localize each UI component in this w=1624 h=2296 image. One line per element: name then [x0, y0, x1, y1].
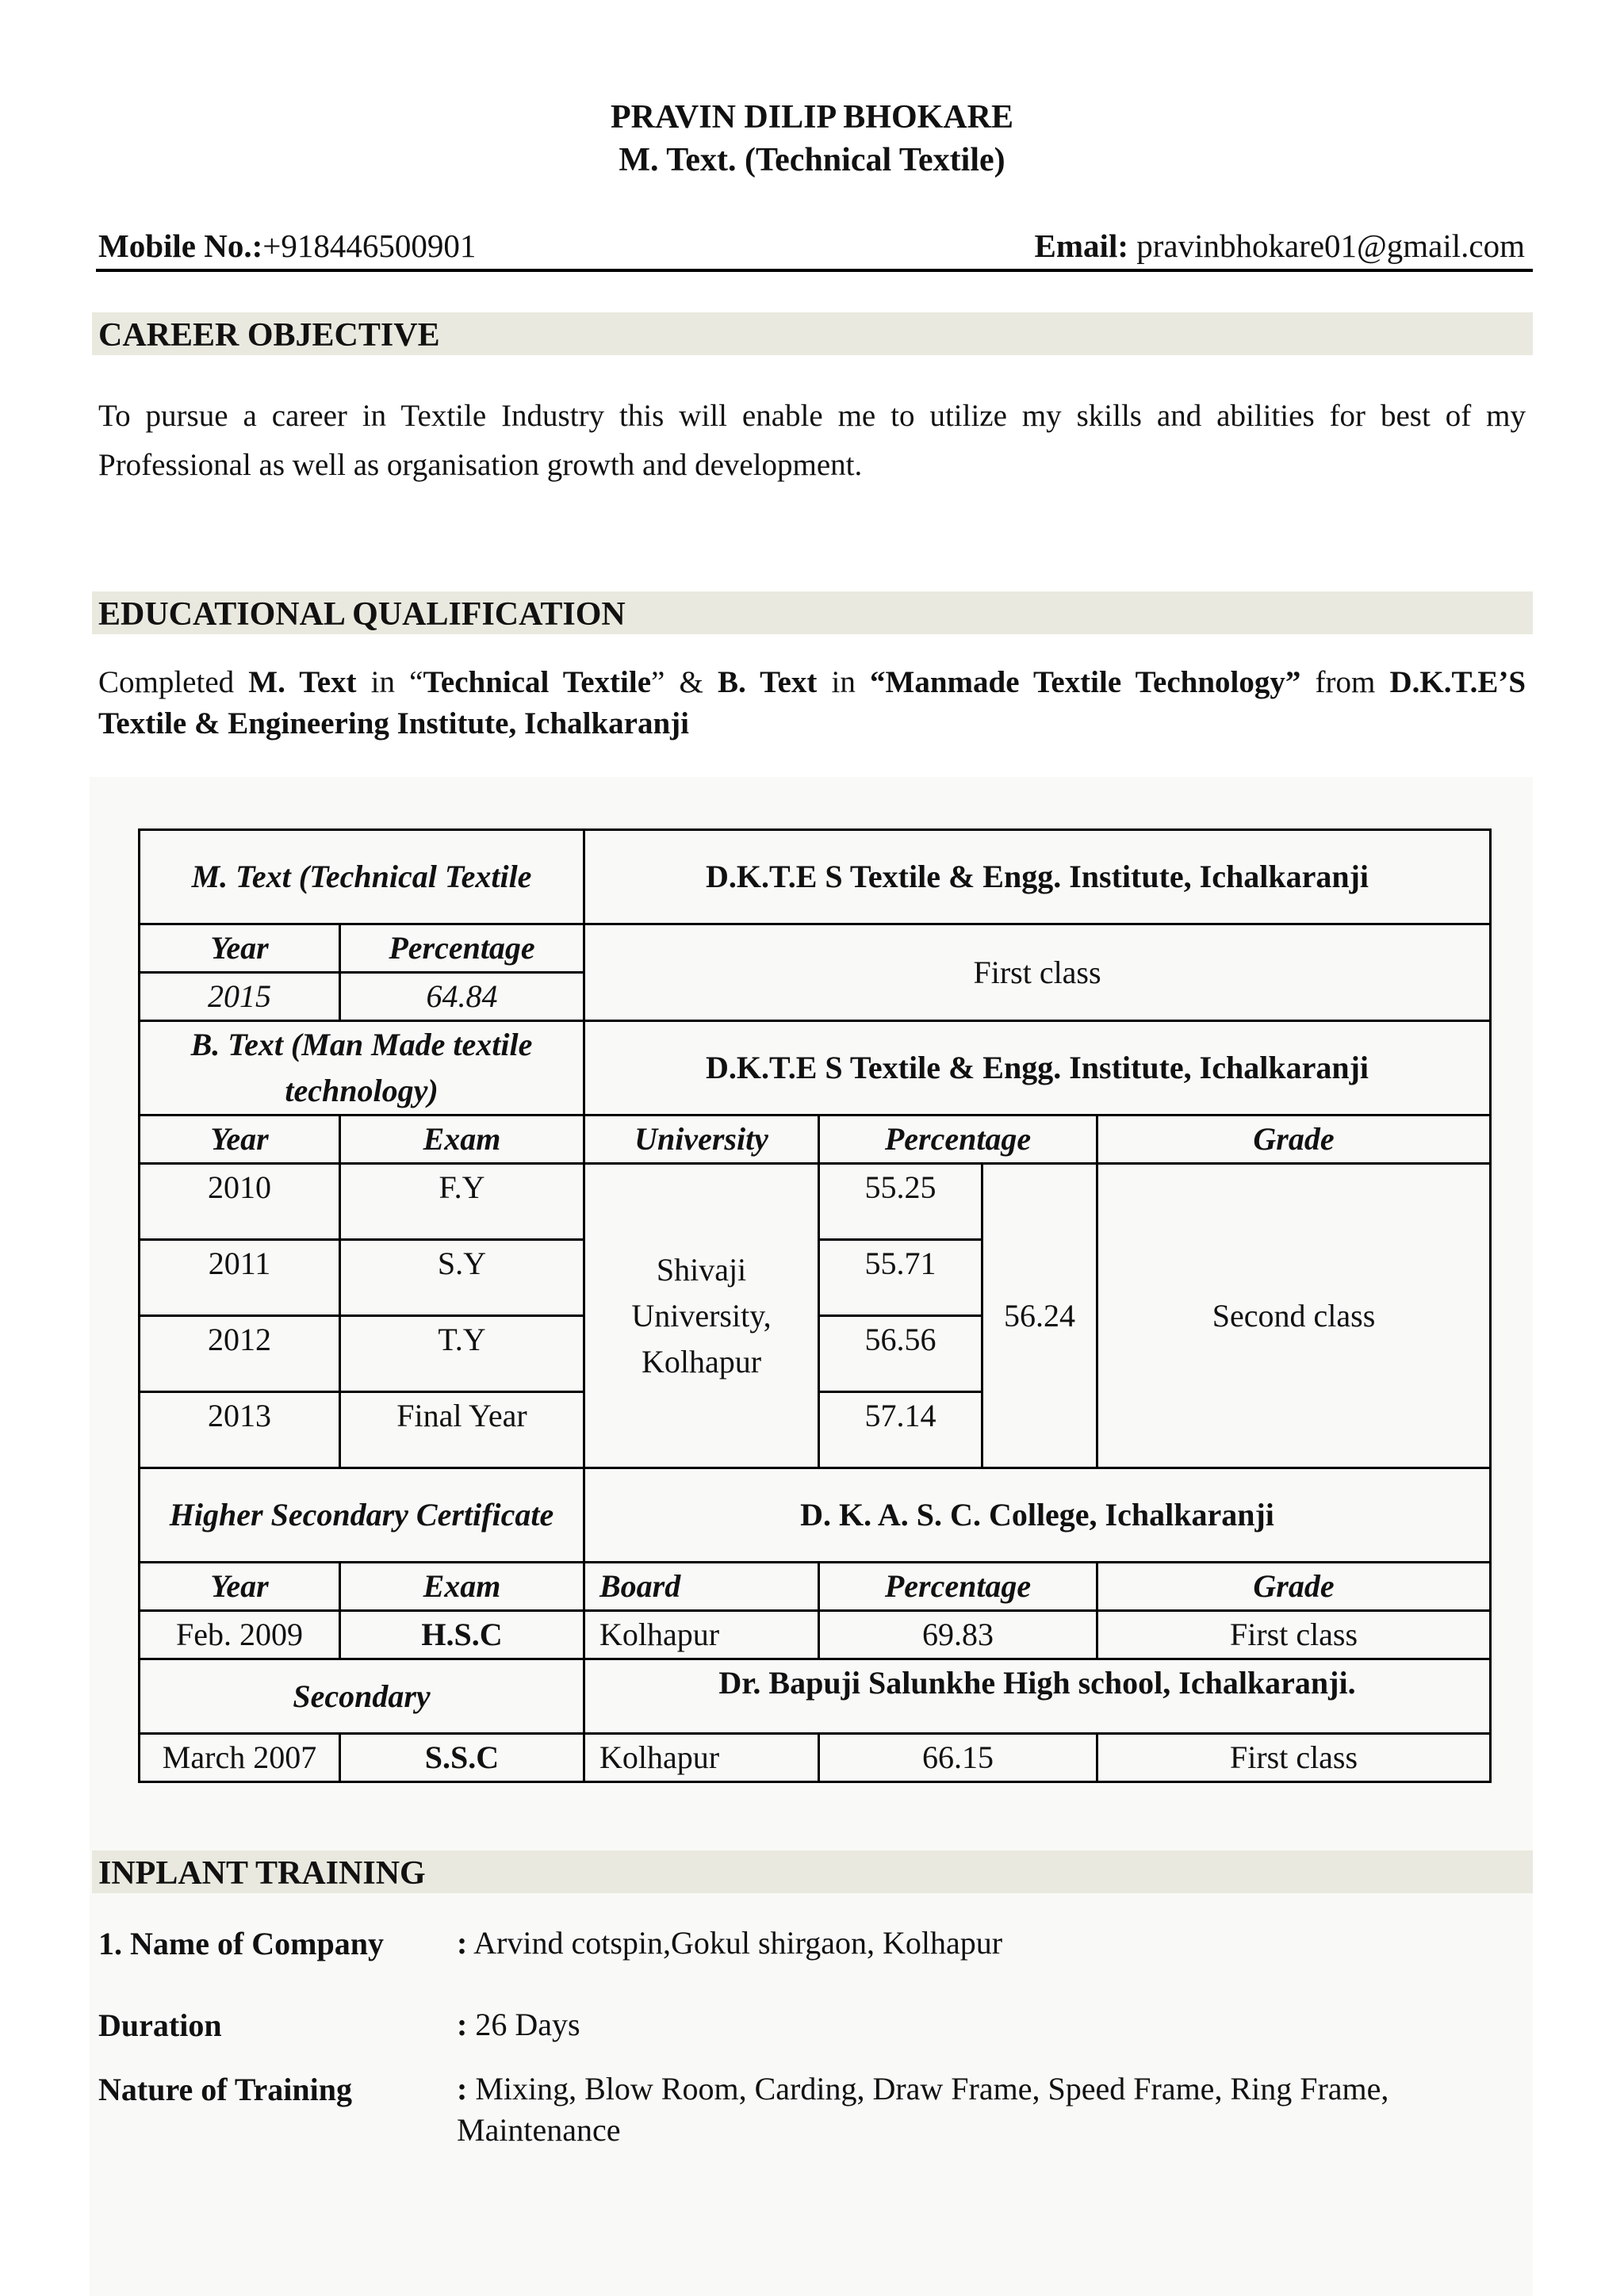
btext-year-header: Year [140, 1115, 340, 1164]
table-row [140, 1164, 1491, 1240]
table-row [140, 924, 1491, 973]
education-intro: Completed M. Text in “Technical Textile” & B. Text in “Manmade Textile Technology” from D.K.T.E’S Textile & Engineering Institute, Ichalkaranji [98, 665, 1526, 740]
duration-label: Duration [98, 2007, 222, 2043]
hsc-board-header: Board [584, 1563, 819, 1611]
btext-aggregate: 56.24 [982, 1164, 1097, 1468]
btext-year: 2013 [140, 1392, 340, 1468]
btext-percentage: 57.14 [819, 1392, 982, 1468]
btext-year: 2011 [140, 1240, 340, 1316]
hsc-percentage: 69.83 [819, 1611, 1097, 1659]
ssc-percentage: 66.15 [819, 1734, 1097, 1782]
mtext-title: M. Text (Technical Textile [140, 830, 584, 924]
hsc-year: Feb. 2009 [140, 1611, 340, 1659]
candidate-name: PRAVIN DILIP BHOKARE [611, 99, 1013, 136]
btext-exam: F.Y [340, 1164, 584, 1240]
education-heading: EDUCATIONAL QUALIFICATION [92, 591, 1533, 634]
table-row [140, 1659, 1491, 1734]
hsc-percentage-header: Percentage [819, 1563, 1097, 1611]
table-row [140, 1611, 1491, 1659]
btext-percentage: 55.25 [819, 1164, 982, 1240]
hsc-grade: First class [1097, 1611, 1491, 1659]
mtext-percentage-header: Percentage [340, 924, 584, 973]
btext-exam-header: Exam [340, 1115, 584, 1164]
nature-value: : Mixing, Blow Room, Carding, Draw Frame, Speed Frame, Ring Frame, Maintenance [457, 2071, 1389, 2148]
hsc-year-header: Year [140, 1563, 340, 1611]
company-value: : Arvind cotspin,Gokul shirgaon, Kolhapur [457, 1925, 1003, 1961]
hsc-institute: D. K. A. S. C. College, Ichalkaranji [584, 1468, 1491, 1563]
btext-grade: Second class [1097, 1164, 1491, 1468]
company-label: 1. Name of Company [98, 1926, 384, 1961]
btext-exam: Final Year [340, 1392, 584, 1468]
ssc-institute: Dr. Bapuji Salunkhe High school, Ichalkaranji. [584, 1659, 1491, 1734]
mtext-percentage: 64.84 [340, 973, 584, 1021]
duration-value: : 26 Days [457, 2007, 580, 2042]
email-label: Email: [1034, 228, 1128, 264]
ssc-title: Secondary [140, 1659, 584, 1734]
table-row [140, 1021, 1491, 1115]
mobile-contact [98, 227, 476, 265]
email-value: pravinbhokare01@gmail.com [1136, 228, 1525, 264]
mtext-institute: D.K.T.E S Textile & Engg. Institute, Ichalkaranji [584, 830, 1491, 924]
mobile-value: +918446500901 [262, 228, 477, 264]
btext-year: 2012 [140, 1316, 340, 1392]
mobile-label: Mobile No.: [98, 228, 263, 264]
table-row [140, 830, 1491, 924]
table-row [140, 1468, 1491, 1563]
btext-exam: S.Y [340, 1240, 584, 1316]
btext-percentage-header: Percentage [819, 1115, 1097, 1164]
btext-university: Shivaji University, Kolhapur [584, 1164, 819, 1468]
career-objective-text: To pursue a career in Textile Industry this will enable me to utilize my skills and abilities for best of my Professional as well as organisation growth and development. [98, 399, 1526, 482]
btext-university-header: University [584, 1115, 819, 1164]
btext-exam: T.Y [340, 1316, 584, 1392]
btext-institute: D.K.T.E S Textile & Engg. Institute, Ichalkaranji [584, 1021, 1491, 1115]
btext-percentage: 55.71 [819, 1240, 982, 1316]
ssc-board: Kolhapur [584, 1734, 819, 1782]
email-contact [1035, 227, 1525, 265]
candidate-degree: M. Text. (Technical Textile) [619, 142, 1005, 178]
ssc-grade: First class [1097, 1734, 1491, 1782]
btext-grade-header: Grade [1097, 1115, 1491, 1164]
hsc-exam-header: Exam [340, 1563, 584, 1611]
table-row [140, 1734, 1491, 1782]
education-table [138, 828, 1492, 1783]
inplant-training-heading: INPLANT TRAINING [92, 1850, 1533, 1893]
nature-label: Nature of Training [98, 2072, 353, 2107]
table-row [140, 1563, 1491, 1611]
header-divider [96, 269, 1533, 272]
ssc-year: March 2007 [140, 1734, 340, 1782]
hsc-title: Higher Secondary Certificate [140, 1468, 584, 1563]
btext-percentage: 56.56 [819, 1316, 982, 1392]
hsc-board: Kolhapur [584, 1611, 819, 1659]
career-objective-heading: CAREER OBJECTIVE [92, 312, 1533, 355]
hsc-exam: H.S.C [340, 1611, 584, 1659]
btext-title: B. Text (Man Made textile technology) [140, 1021, 584, 1115]
table-row [140, 1115, 1491, 1164]
mtext-year-header: Year [140, 924, 340, 973]
hsc-grade-header: Grade [1097, 1563, 1491, 1611]
mtext-class: First class [584, 924, 1491, 1021]
ssc-exam: S.S.C [340, 1734, 584, 1782]
btext-year: 2010 [140, 1164, 340, 1240]
mtext-year: 2015 [140, 973, 340, 1021]
